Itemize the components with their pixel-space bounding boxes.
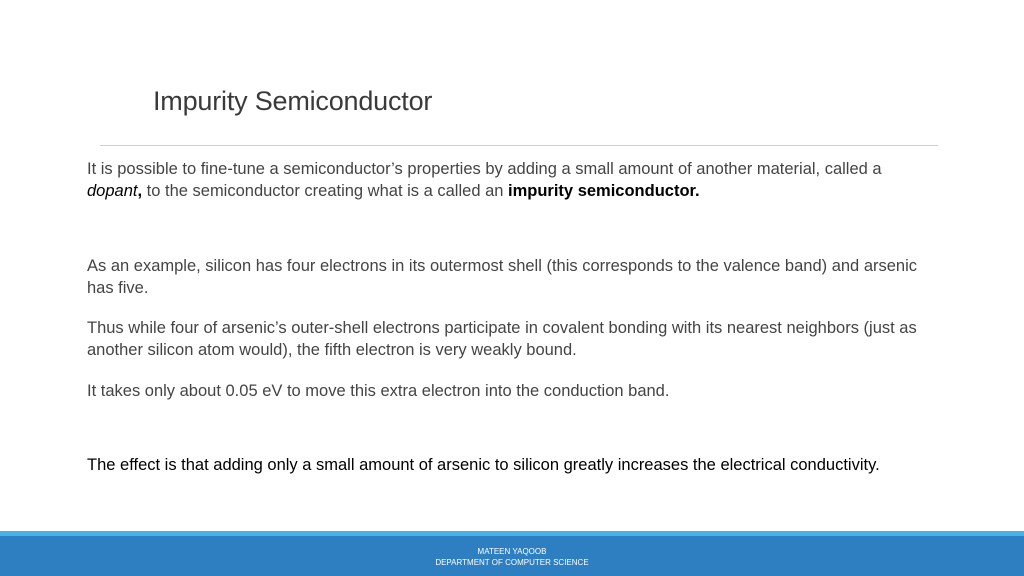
footer-author: MATEEN YAQOOB [477, 547, 547, 556]
footer-department: DEPARTMENT OF COMPUTER SCIENCE [435, 558, 589, 567]
dopant-term: dopant [87, 182, 138, 200]
paragraph-text: It is possible to fine-tune a semiconductor’s properties by adding a small amount of another material, called a [87, 160, 882, 178]
paragraph-covalent-bonding: Thus while four of arsenic’s outer-shell electrons participate in covalent bonding with its nearest neighbors (just as another silicon atom would), the fifth electron is very weakly bound. [87, 319, 917, 359]
paragraph-text-continued: to the semiconductor creating what is a called an [142, 182, 509, 200]
footer-credits [0, 546, 1024, 568]
slide-title: Impurity Semiconductor [153, 86, 433, 116]
paragraph-dopant-intro [87, 158, 937, 202]
dopant-comma: , [137, 182, 143, 200]
paragraph-conclusion: The effect is that adding only a small amount of arsenic to silicon greatly increases the electrical conductivity. [87, 456, 880, 474]
title-divider [100, 145, 938, 146]
paragraph-silicon-example: As an example, silicon has four electrons in its outermost shell (this corresponds to the valence band) and arsenic has five. [87, 257, 918, 297]
paragraph-conduction-band: It takes only about 0.05 eV to move this extra electron into the conduction band. [87, 382, 670, 400]
impurity-semiconductor-term: impurity semiconductor. [508, 182, 700, 200]
